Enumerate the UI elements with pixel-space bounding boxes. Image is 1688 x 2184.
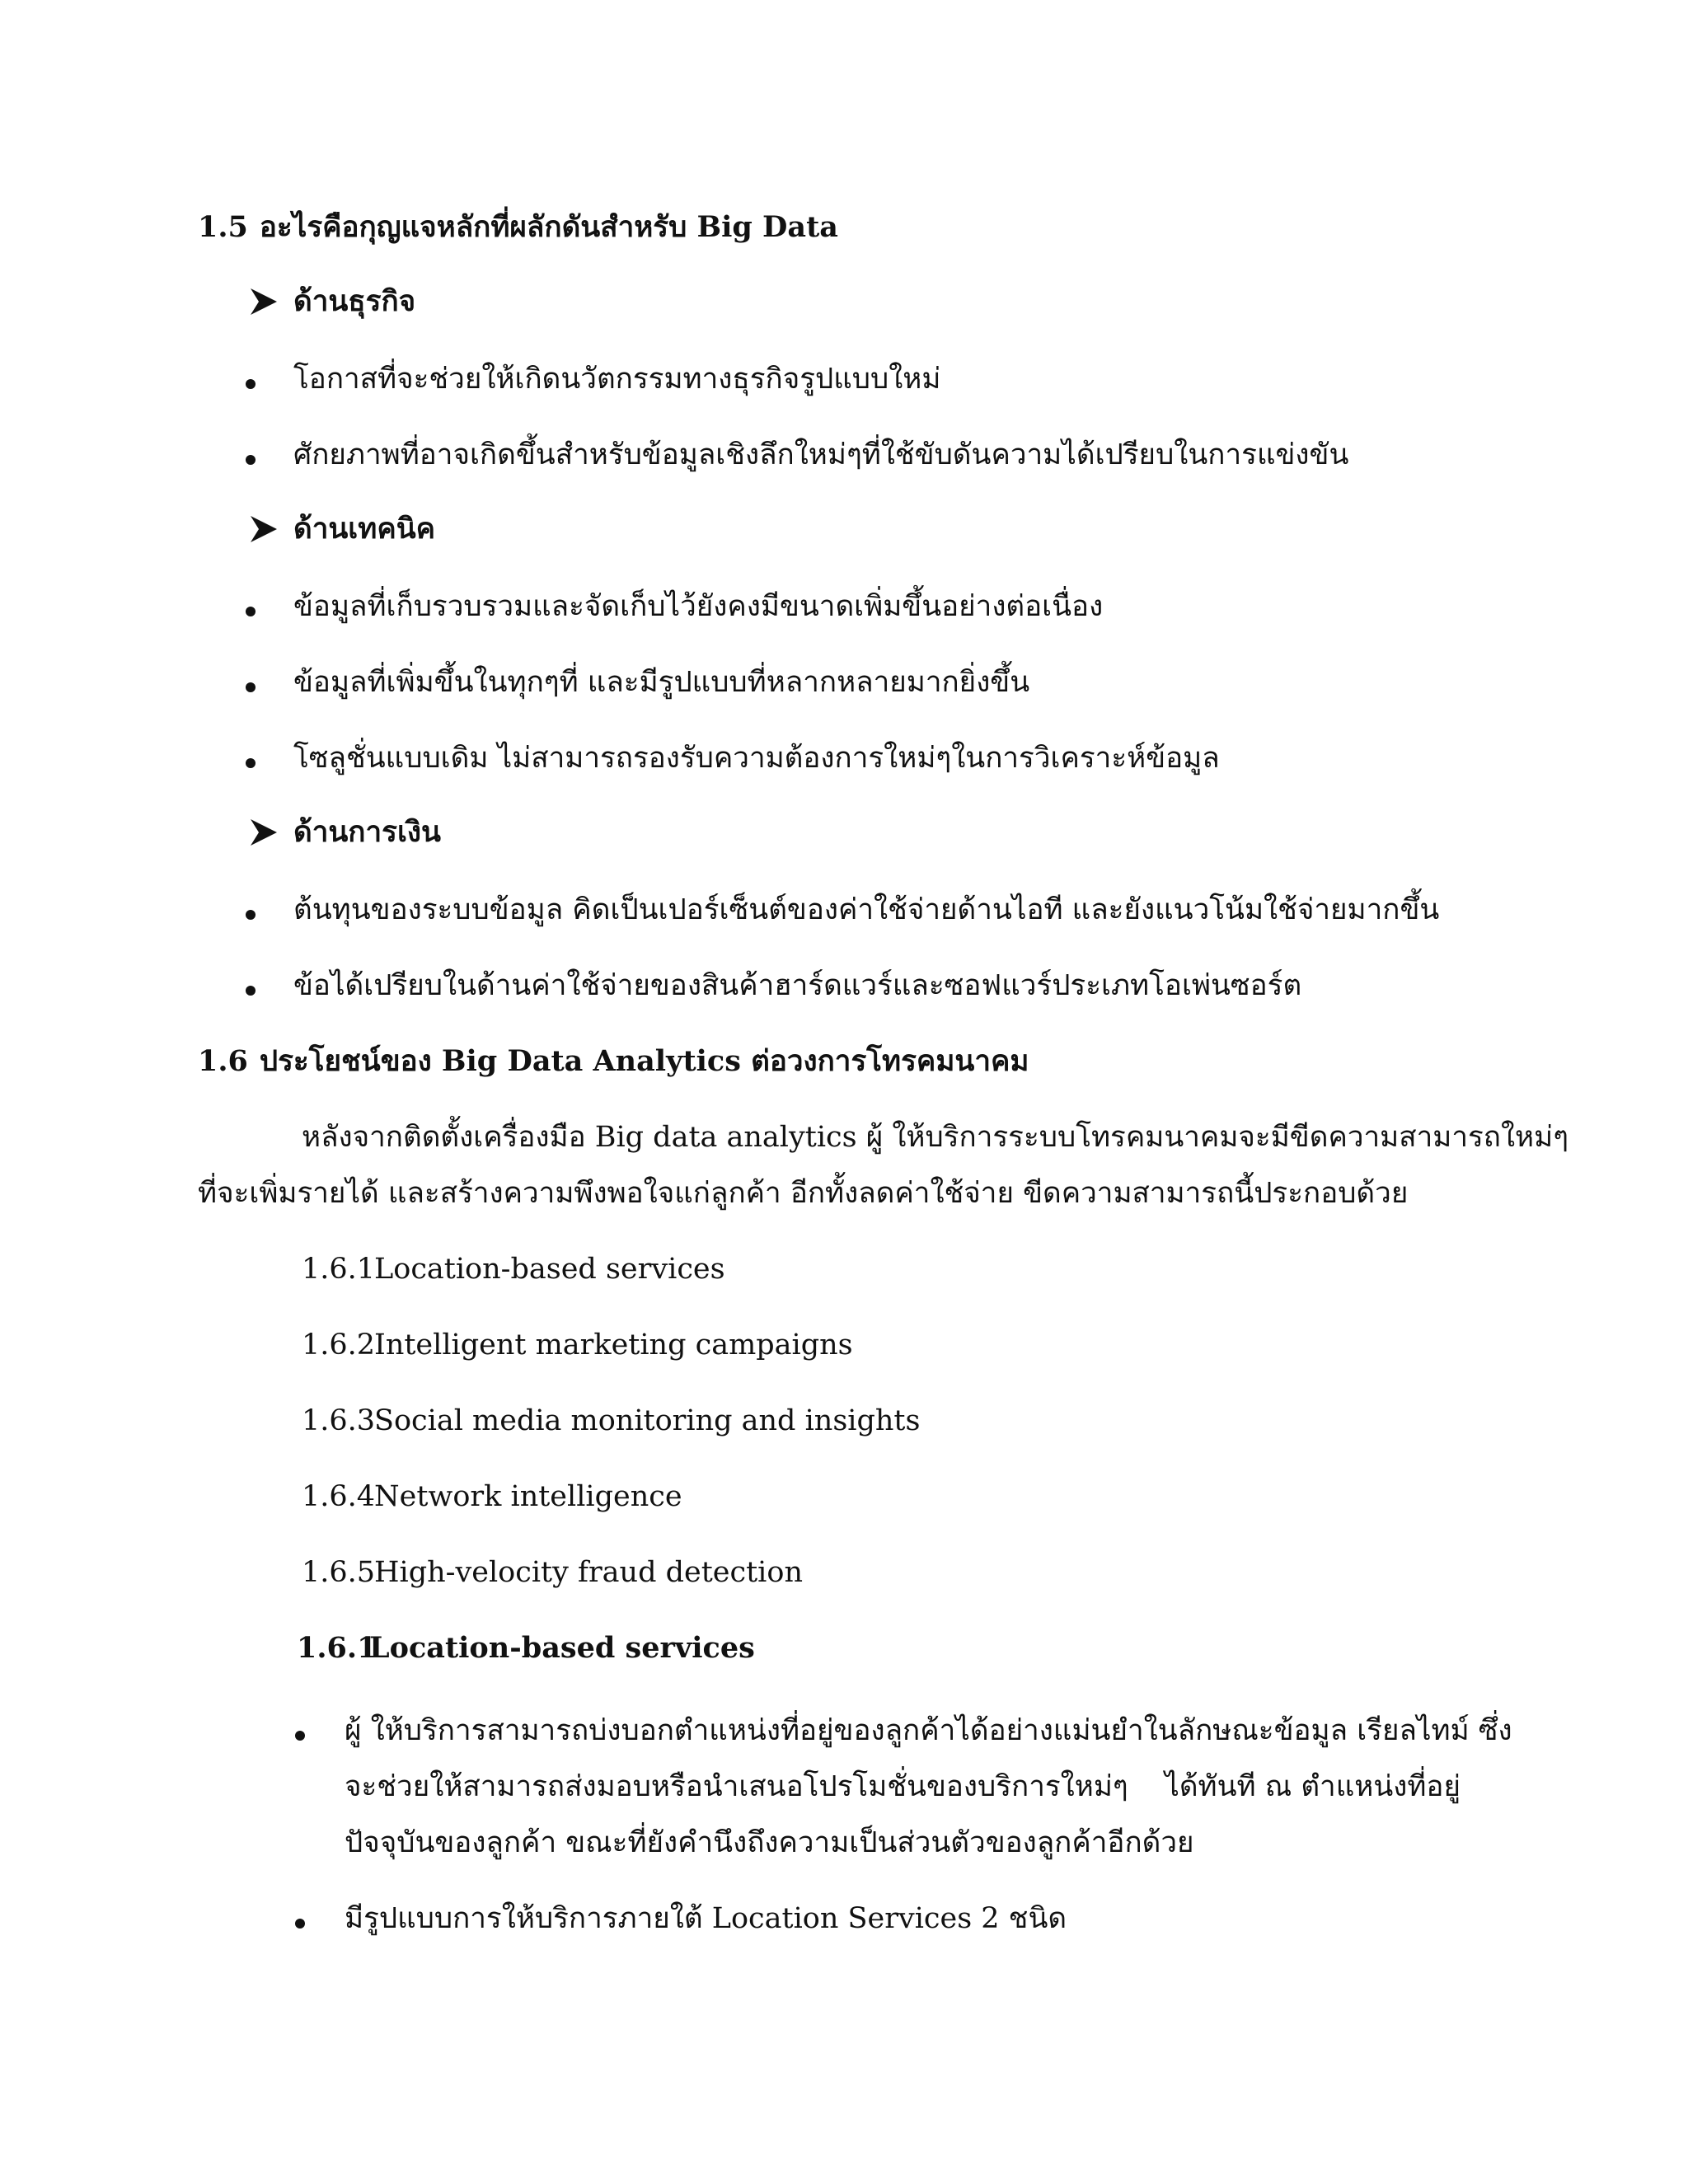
list-item: ข้อได้เปรียบในด้านค่าใช้จ่ายของสินค้าฮาร์ดแวร์และซอฟแวร์ประเภทโอเพ่นซอร์ต xyxy=(293,969,1302,1002)
item-number: 1.6.5 xyxy=(302,1556,376,1589)
intro-paragraph-line-1: หลังจากติดตั้งเครื่องมือ Big data analytics ผู้ ให้บริการระบบโทรคมนาคมจะมีขีดความสามารถใหม่ๆ xyxy=(302,1121,1568,1154)
list-item: ต้นทุนของระบบข้อมูล คิดเป็นเปอร์เซ็นต์ของค่าใช้จ่ายด้านไอที และยังแนวโน้มใช้จ่ายมากขึ้น xyxy=(293,893,1440,926)
numbered-list-item xyxy=(302,1325,853,1365)
bullet-icon xyxy=(246,986,256,996)
list-item: ข้อมูลที่เก็บรวบรวมและจัดเก็บไว้ยังคงมีขนาดเพิ่มขึ้นอย่างต่อเนื่อง xyxy=(293,590,1104,623)
arrow-bullet-icon xyxy=(249,287,279,316)
item-number: 1.6.2 xyxy=(302,1329,376,1361)
list-item: ศักยภาพที่อาจเกิดขึ้นสำหรับข้อมูลเชิงลึกใหม่ๆที่ใช้ขับดันความได้เปรียบในการแข่งขัน xyxy=(293,438,1349,471)
bullet-icon xyxy=(295,1731,305,1741)
section-number: 1.5 xyxy=(198,210,248,244)
arrow-bullet-icon xyxy=(249,514,279,544)
section-1-6-heading xyxy=(198,1042,1029,1081)
group-heading-business: ด้านธุรกิจ xyxy=(293,284,416,318)
item-label: Network intelligence xyxy=(374,1480,682,1513)
list-item: โอกาสที่จะช่วยให้เกิดนวัตกรรมทางธุรกิจรูปแบบใหม่ xyxy=(293,363,941,396)
group-heading-finance: ด้านการเงิน xyxy=(293,815,441,849)
bullet-icon xyxy=(246,607,256,616)
item-label: Location-based services xyxy=(374,1253,725,1286)
section-title: ประโยชน์ของ Big Data Analytics ต่อวงการโทรคมนาคม xyxy=(259,1044,1029,1078)
bullet-icon xyxy=(295,1919,305,1929)
item-number: 1.6.3 xyxy=(302,1404,376,1437)
bullet-paragraph: มีรูปแบบการให้บริการภายใต้ Location Services 2 ชนิด xyxy=(345,1902,1067,1935)
bullet-paragraph-line-3: ปัจจุบันของลูกค้า ขณะที่ยังคำนึงถึงความเป็นส่วนตัวของลูกค้าอีกด้วย xyxy=(345,1826,1194,1859)
numbered-list-item xyxy=(302,1553,803,1592)
subsection-number: 1.6.1 xyxy=(297,1631,377,1665)
item-number: 1.6.4 xyxy=(302,1480,376,1513)
bullet-icon xyxy=(246,758,256,768)
subsection-title: Location-based services xyxy=(369,1631,755,1665)
bullet-icon xyxy=(246,379,256,389)
numbered-list-item xyxy=(302,1249,725,1289)
intro-paragraph-line-2: ที่จะเพิ่มรายได้ และสร้างความพึงพอใจแก่ลูกค้า อีกทั้งลดค่าใช้จ่าย ขีดความสามารถนี้ประกอบด้วย xyxy=(198,1177,1409,1210)
list-item: โซลูชั่นแบบเดิม ไม่สามารถรองรับความต้องการใหม่ๆในการวิเคราะห์ข้อมูล xyxy=(293,742,1220,775)
section-number: 1.6 xyxy=(198,1044,248,1078)
bullet-paragraph-line-1: ผู้ ให้บริการสามารถบ่งบอกตำแหน่งที่อยู่ของลูกค้าได้อย่างแม่นยำในลักษณะข้อมูล เรียลไทม์ ซึ่ง xyxy=(345,1714,1512,1747)
section-title: อะไรคือกุญแจหลักที่ผลักดันสำหรับ Big Data xyxy=(259,210,838,244)
bullet-paragraph-line-2: จะช่วยให้สามารถส่งมอบหรือนำเสนอโปรโมชั่นของบริการใหม่ๆ ได้ทันที ณ ตำแหน่งที่อยู่ xyxy=(345,1770,1461,1803)
subsection-1-6-1-heading xyxy=(297,1629,755,1668)
bullet-icon xyxy=(246,910,256,920)
item-label: High-velocity fraud detection xyxy=(374,1556,803,1589)
item-number: 1.6.1 xyxy=(302,1253,376,1286)
numbered-list-item xyxy=(302,1477,682,1516)
item-label: Intelligent marketing campaigns xyxy=(374,1329,853,1361)
bullet-icon xyxy=(246,455,256,465)
bullet-icon xyxy=(246,682,256,692)
section-1-5-heading xyxy=(198,208,838,247)
group-heading-technical: ด้านเทคนิค xyxy=(293,512,436,546)
numbered-list-item xyxy=(302,1401,920,1441)
item-label: Social media monitoring and insights xyxy=(374,1404,921,1437)
arrow-bullet-icon xyxy=(249,818,279,847)
list-item: ข้อมูลที่เพิ่มขึ้นในทุกๆที่ และมีรูปแบบที่หลากหลายมากยิ่งขึ้น xyxy=(293,666,1030,699)
